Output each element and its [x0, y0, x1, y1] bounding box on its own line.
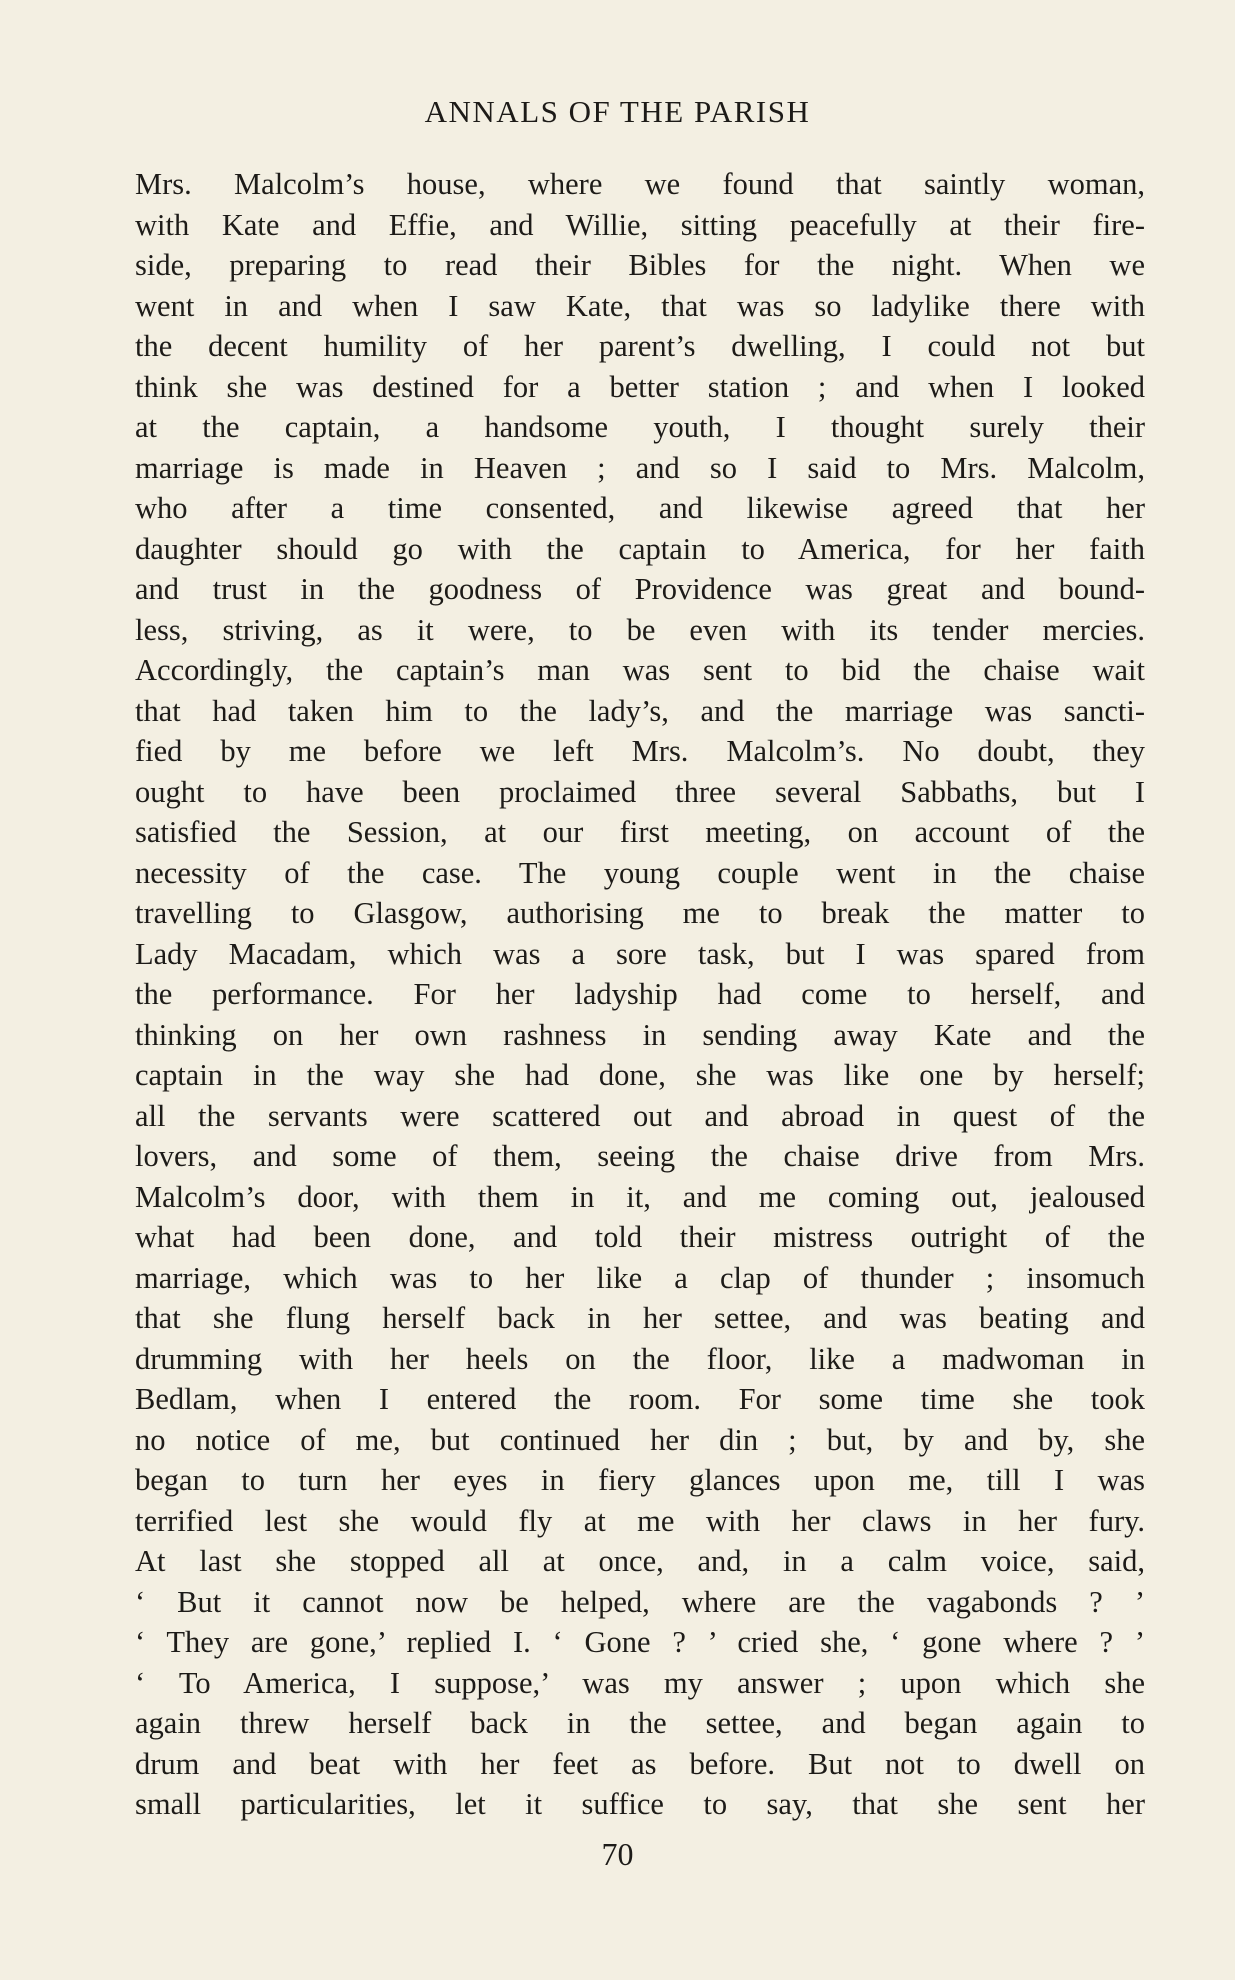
- text-line: less, striving, as it were, to be even with its tender mercies.: [135, 612, 1145, 647]
- text-line: that had taken him to the lady’s, and the marriage was sancti-: [135, 693, 1145, 728]
- text-line: satisfied the Session, at our first meeting, on account of the: [135, 815, 1145, 849]
- text-line: Bedlam, when I entered the room. For some time she took: [135, 1382, 1145, 1416]
- text-line: At last she stopped all at once, and, in a calm voice, said,: [135, 1544, 1145, 1578]
- text-line: Accordingly, the captain’s man was sent to bid the chaise wait: [135, 653, 1145, 687]
- text-line: Lady Macadam, which was a sore task, but I was spared from: [135, 936, 1145, 971]
- text-line: marriage is made in Heaven ; and so I said to Mrs. Malcolm,: [135, 450, 1145, 485]
- text-line: necessity of the case. The young couple went in the chaise: [135, 855, 1145, 890]
- text-line: with Kate and Effie, and Willie, sitting peacefully at their fire-: [135, 207, 1145, 242]
- running-title: ANNALS OF THE PARISH: [424, 94, 811, 129]
- text-line: what had been done, and told their mistress outright of the: [135, 1220, 1145, 1254]
- text-line: side, preparing to read their Bibles for the night. When we: [135, 248, 1145, 282]
- text-line: no notice of me, but continued her din ; but, by and by, she: [135, 1422, 1145, 1457]
- page-number: 70: [601, 1836, 634, 1872]
- text-line: Malcolm’s door, with them in it, and me coming out, jealoused: [135, 1179, 1145, 1214]
- text-line: drumming with her heels on the floor, like a madwoman in: [135, 1341, 1145, 1376]
- text-line: lovers, and some of them, seeing the chaise drive from Mrs.: [135, 1139, 1145, 1173]
- text-line: Mrs. Malcolm’s house, where we found that saintly woman,: [135, 167, 1145, 201]
- text-line: terrified lest she would fly at me with her claws in her fury.: [135, 1503, 1145, 1538]
- text-line: think she was destined for a better station ; and when I looked: [135, 369, 1145, 404]
- text-line: ought to have been proclaimed three several Sabbaths, but I: [135, 774, 1145, 809]
- text-line: ‘ But it cannot now be helped, where are the vagabonds ? ’: [135, 1584, 1145, 1619]
- text-line: thinking on her own rashness in sending away Kate and the: [135, 1017, 1145, 1052]
- body-text: [135, 164, 1145, 1825]
- text-line: marriage, which was to her like a clap of thunder ; insomuch: [135, 1260, 1145, 1295]
- text-line: began to turn her eyes in fiery glances upon me, till I was: [135, 1463, 1145, 1497]
- text-line: daughter should go with the captain to America, for her faith: [135, 531, 1145, 566]
- text-line: small particularities, let it suffice to say, that she sent her: [135, 1787, 1145, 1821]
- text-line: went in and when I saw Kate, that was so ladylike there with: [135, 288, 1145, 323]
- text-line: travelling to Glasgow, authorising me to break the matter to: [135, 896, 1145, 930]
- text-line: that she flung herself back in her settee, and was beating and: [135, 1301, 1145, 1335]
- text-line: all the servants were scattered out and abroad in quest of the: [135, 1098, 1145, 1133]
- text-line: and trust in the goodness of Providence was great and bound-: [135, 572, 1145, 606]
- text-line: again threw herself back in the settee, and began again to: [135, 1706, 1145, 1740]
- text-line: the performance. For her ladyship had come to herself, and: [135, 977, 1145, 1011]
- text-line: ‘ To America, I suppose,’ was my answer ; upon which she: [135, 1665, 1145, 1700]
- text-line: at the captain, a handsome youth, I thought surely their: [135, 410, 1145, 444]
- text-line: who after a time consented, and likewise agreed that her: [135, 491, 1145, 525]
- text-line: the decent humility of her parent’s dwelling, I could not but: [135, 329, 1145, 363]
- text-line: fied by me before we left Mrs. Malcolm’s. No doubt, they: [135, 734, 1145, 768]
- text-line: drum and beat with her feet as before. But not to dwell on: [135, 1746, 1145, 1781]
- text-line: captain in the way she had done, she was like one by herself;: [135, 1058, 1145, 1092]
- text-line: ‘ They are gone,’ replied I. ‘ Gone ? ’ cried she, ‘ gone where ? ’: [135, 1625, 1145, 1659]
